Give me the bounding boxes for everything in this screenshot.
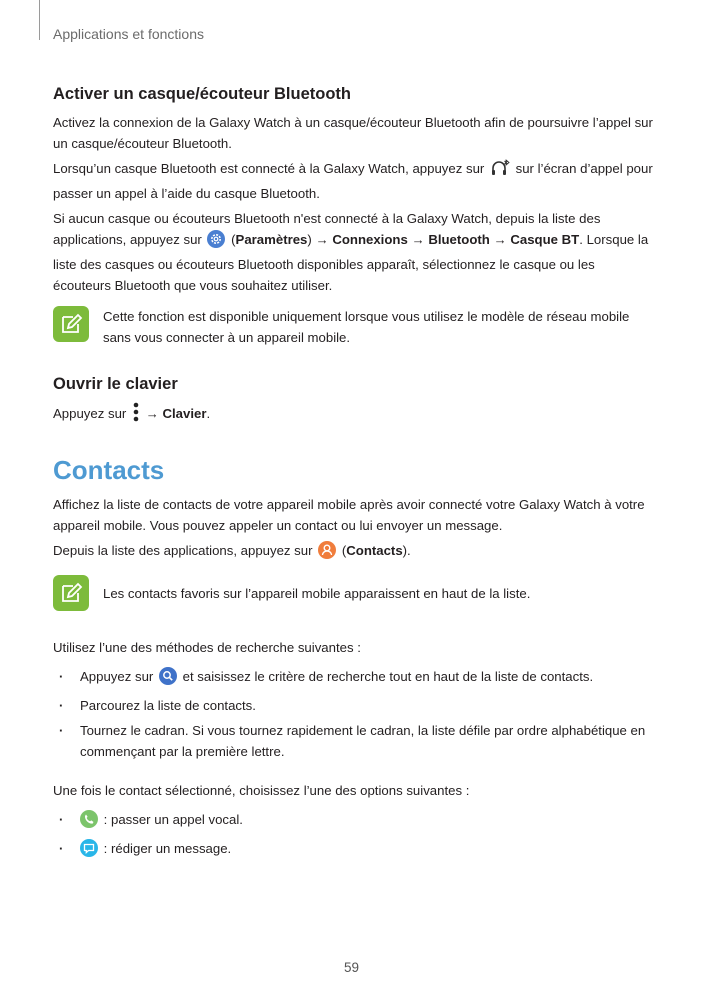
keyboard-paragraph: Appuyez sur → Clavier.: [53, 402, 653, 428]
contacts-paragraph-2: Depuis la liste des applications, appuyez sur (Contacts).: [53, 540, 653, 565]
options-list: [53, 809, 653, 863]
list-item: · Parcourez la liste de contacts.: [53, 695, 653, 716]
note-icon: [53, 575, 89, 611]
contacts-note: [53, 575, 653, 611]
contacts-label: Contacts: [346, 543, 403, 558]
note-icon: [53, 306, 89, 342]
page-header: Applications et fonctions: [53, 26, 204, 42]
bt-paragraph-1: Activez la connexion de la Galaxy Watch à un casque/écouteur Bluetooth afin de poursuivre l’appel sur un casque/écouteur Bluetooth.: [53, 115, 653, 151]
header-rule: [39, 0, 40, 40]
contacts-note-text: Les contacts favoris sur l’appareil mobile apparaissent en haut de la liste.: [103, 586, 531, 601]
message-icon: [80, 839, 98, 863]
bt-paragraph-3: Si aucun casque ou écouteurs Bluetooth n'est connecté à la Galaxy Watch, depuis la liste des applications, appuyez sur (Paramètres) → Connexions → Bluetooth → Casque BT. Lorsque la liste des casques ou écouteurs Bluetooth disponibles apparaît, sélectionnez le casque ou les écouteurs Bluetooth que vous souhaitez utiliser.: [53, 211, 649, 293]
bt-paragraph-2: Lorsqu’un casque Bluetooth est connecté à la Galaxy Watch, appuyez sur sur l’écran d’appel pour passer un appel à l’aide du casque Bluetooth.: [53, 161, 653, 201]
more-options-icon: [132, 402, 140, 428]
keyboard-section-title: Ouvrir le clavier: [53, 375, 178, 393]
bluetooth-headset-icon: [490, 159, 510, 183]
settings-gear-icon: [207, 230, 225, 254]
list-item: · Tournez le cadran. Si vous tournez rapidement le cadran, la liste défile par ordre alphabétique en commençant par la première lettre.: [53, 720, 653, 762]
settings-label: Paramètres: [235, 232, 308, 247]
search-intro: Utilisez l’une des méthodes de recherche suivantes :: [53, 640, 361, 655]
bt-note-text: Cette fonction est disponible uniquement lorsque vous utilisez le modèle de réseau mobile sans vous connecter à un appareil mobile.: [103, 309, 630, 345]
phone-call-icon: [80, 810, 98, 834]
bt-note: [53, 306, 653, 348]
list-item: · : passer un appel vocal.: [53, 809, 653, 834]
connexions-label: Connexions: [332, 232, 408, 247]
contacts-paragraph-1: Affichez la liste de contacts de votre appareil mobile après avoir connecté votre Galaxy Watch à votre appareil mobile. Vous pouvez appeler un contact ou lui envoyer un message.: [53, 497, 645, 533]
options-intro: Une fois le contact sélectionné, choisissez l’une des options suivantes :: [53, 783, 470, 798]
list-item: · : rédiger un message.: [53, 838, 653, 863]
casque-bt-label: Casque BT: [510, 232, 580, 247]
page-number: 59: [343, 960, 360, 975]
bluetooth-label: Bluetooth: [428, 232, 490, 247]
search-methods-list: [53, 666, 653, 762]
clavier-label: Clavier: [162, 406, 207, 421]
bt-section-title: Activer un casque/écouteur Bluetooth: [53, 85, 351, 103]
contacts-section-title: Contacts: [53, 455, 165, 485]
search-icon: [159, 667, 177, 691]
list-item: · Appuyez sur et saisissez le critère de recherche tout en haut de la liste de contacts.: [53, 666, 653, 691]
contacts-app-icon: [318, 541, 336, 565]
page-content: [53, 84, 653, 867]
